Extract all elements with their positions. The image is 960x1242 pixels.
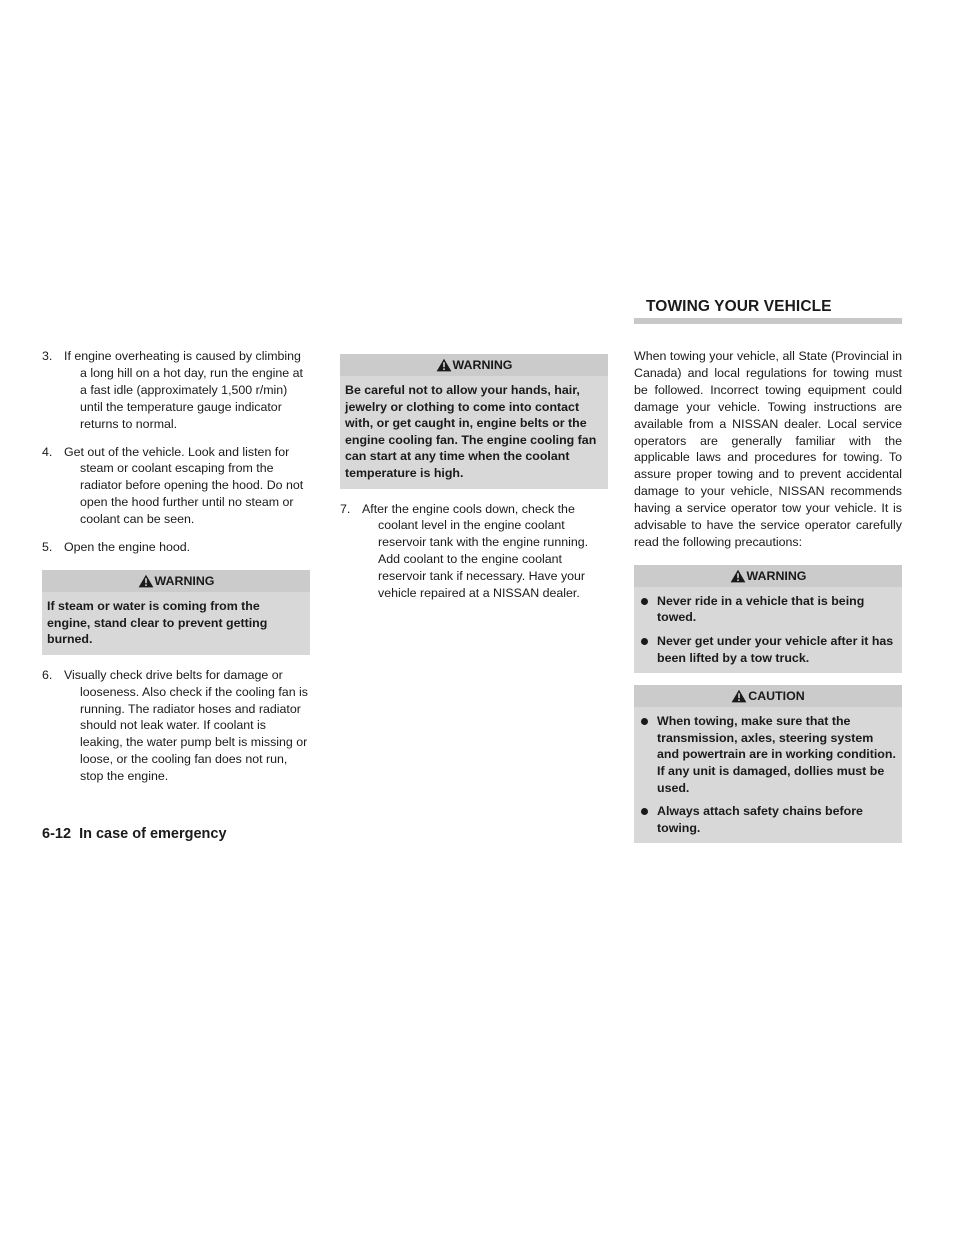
warning-header	[42, 570, 310, 592]
warning-box	[340, 354, 608, 489]
step-7	[340, 501, 608, 602]
warning-text: If steam or water is coming from the engine, stand clear to prevent getting burned.	[47, 598, 268, 647]
list-item-text: Never get under your vehicle after it has been lifted by a tow truck.	[657, 634, 894, 665]
step-4	[42, 444, 310, 529]
caution-triangle-icon	[731, 689, 747, 703]
list-item	[639, 803, 897, 836]
list-item-text: Always attach safety chains before towing.	[657, 804, 863, 835]
column-middle	[340, 354, 608, 613]
step-3	[42, 348, 310, 433]
towing-intro: When towing your vehicle, all State (Provincial in Canada) and local regulations for towing must be followed. Incorrect towing equipment could damage your vehicle. Towing instructions are available from a NISSAN dealer. Local service operators are generally familiar with the applicable laws and procedures for towing. To assure proper towing and to prevent accidental damage to your vehicle, NISSAN recommends having a service operator tow your vehicle. It is advisable to have the service operator carefully read the following precautions:	[634, 349, 902, 549]
warning-triangle-icon	[730, 569, 746, 583]
column-left	[42, 348, 310, 796]
caution-label: CAUTION	[748, 688, 805, 703]
warning-triangle-icon	[138, 574, 154, 588]
step-text: If engine overheating is caused by climbing a long hill on a hot day, run the engine at a fast idle (approximately 1,500 r/min) until the temperature gauge indicator returns to normal.	[64, 349, 303, 431]
step-5	[42, 539, 310, 556]
caution-header	[634, 685, 902, 707]
warning-triangle-icon	[436, 358, 452, 372]
step-number: 4.	[42, 444, 53, 459]
step-text: Get out of the vehicle. Look and listen for steam or coolant escaping from the radiator before opening the hood. Do not open the hood further until no steam or coolant can be seen.	[64, 444, 304, 527]
warning-box	[634, 565, 902, 673]
page-footer	[42, 826, 227, 842]
list-item	[639, 633, 897, 666]
bullet-icon	[641, 718, 648, 725]
warning-list	[639, 593, 897, 666]
step-text: Visually check drive belts for damage or looseness. Also check if the cooling fan is running. The radiator hoses and radiator should not leak water. If coolant is leaking, the water pump belt is missing or loose, or the cooling fan does not run, stop the engine.	[64, 667, 308, 784]
section-rule	[634, 318, 902, 324]
step-text: Open the engine hood.	[64, 540, 191, 555]
step-6	[42, 667, 310, 785]
bullet-icon	[641, 808, 648, 815]
warning-label: WARNING	[746, 568, 807, 583]
caution-list	[639, 713, 897, 836]
caution-box	[634, 685, 902, 843]
warning-text: Be careful not to allow your hands, hair, jewelry or clothing to come into contact with, or get caught in, engine belts or the engine cooling fan. The engine cooling fan can start at any time when the coolant temperature is high.	[345, 383, 597, 480]
page-number: 6-12	[42, 826, 72, 842]
column-right	[634, 348, 902, 855]
chapter-title: In case of emergency	[79, 826, 227, 842]
step-number: 3.	[42, 349, 53, 363]
warning-label: WARNING	[154, 573, 215, 588]
step-number: 6.	[42, 667, 53, 682]
list-item-text: When towing, make sure that the transmission, axles, steering system and powertrain are in working condition. If any unit is damaged, dollies must be used.	[657, 714, 896, 795]
step-number: 7.	[340, 501, 351, 516]
step-number: 5.	[42, 540, 53, 555]
warning-label: WARNING	[452, 357, 513, 372]
warning-header	[634, 565, 902, 587]
section-title: TOWING YOUR VEHICLE	[646, 298, 832, 315]
list-item	[639, 713, 897, 796]
warning-box	[42, 570, 310, 655]
list-item	[639, 593, 897, 626]
step-text: After the engine cools down, check the coolant level in the engine coolant reservoir tank with the engine running. Add coolant to the engine coolant reservoir tank if necessary. Have your vehicle repaired at a NISSAN dealer.	[362, 501, 589, 601]
warning-header	[340, 354, 608, 376]
bullet-icon	[641, 598, 648, 605]
list-item-text: Never ride in a vehicle that is being towed.	[657, 593, 865, 625]
bullet-icon	[641, 638, 648, 645]
